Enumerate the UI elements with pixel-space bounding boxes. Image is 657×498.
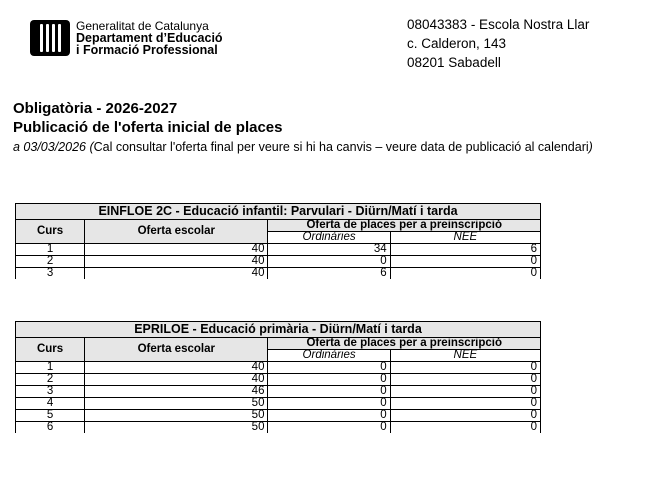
places-table <box>15 321 541 433</box>
department-name: Departament d’Educació <box>76 31 223 45</box>
col-ordinaries: Ordinàries <box>268 232 390 244</box>
cell-ordinaries: 0 <box>268 386 390 398</box>
col-curs: Curs <box>16 338 85 362</box>
department-name-2: i Formació Professional <box>76 43 218 57</box>
cell-nee: 0 <box>390 398 540 410</box>
cell-curs: 2 <box>16 256 85 268</box>
col-nee: NEE <box>390 232 540 244</box>
cell-nee: 0 <box>390 422 540 434</box>
subtitle-date: a 03/03/2026 ( <box>13 140 94 154</box>
col-oferta-escolar: Oferta escolar <box>85 220 268 244</box>
cell-nee: 0 <box>390 374 540 386</box>
table-title: EPRILOE - Educació primària - Diürn/Matí i tarda <box>16 322 541 338</box>
cell-ordinaries: 0 <box>268 374 390 386</box>
cell-ordinaries: 0 <box>268 422 390 434</box>
cell-nee: 0 <box>390 256 540 268</box>
subtitle <box>13 140 593 154</box>
col-ordinaries: Ordinàries <box>268 350 390 362</box>
cell-curs: 6 <box>16 422 85 434</box>
table-row <box>16 256 541 268</box>
cell-oferta: 40 <box>85 244 268 256</box>
generalitat-logo <box>30 20 223 56</box>
cell-curs: 2 <box>16 374 85 386</box>
cell-curs: 3 <box>16 268 85 280</box>
table-row <box>16 422 541 434</box>
table-row <box>16 386 541 398</box>
cell-curs: 3 <box>16 386 85 398</box>
cell-oferta: 40 <box>85 374 268 386</box>
cell-nee: 0 <box>390 410 540 422</box>
cell-oferta: 50 <box>85 410 268 422</box>
cell-oferta: 50 <box>85 398 268 410</box>
table-row <box>16 374 541 386</box>
table-row <box>16 398 541 410</box>
cell-curs: 4 <box>16 398 85 410</box>
generalitat-seal-icon <box>30 20 70 56</box>
school-city: 08201 Sabadell <box>407 55 501 70</box>
table-title: EINFLOE 2C - Educació infantil: Parvulari - Diürn/Matí i tarda <box>16 204 541 220</box>
cell-ordinaries: 0 <box>268 398 390 410</box>
cell-nee: 6 <box>390 244 540 256</box>
table-row <box>16 362 541 374</box>
cell-nee: 0 <box>390 386 540 398</box>
places-table <box>15 203 541 279</box>
table-row <box>16 410 541 422</box>
cell-nee: 0 <box>390 268 540 280</box>
school-address <box>407 15 589 72</box>
cell-ordinaries: 34 <box>268 244 390 256</box>
cell-oferta: 40 <box>85 362 268 374</box>
title-line-1: Obligatòria - 2026-2027 <box>13 100 178 117</box>
page-title <box>13 99 283 137</box>
table-row <box>16 244 541 256</box>
col-preinscripcio: Oferta de places per a preinscripció <box>268 338 541 350</box>
cell-curs: 5 <box>16 410 85 422</box>
col-oferta-escolar: Oferta escolar <box>85 338 268 362</box>
cell-curs: 1 <box>16 244 85 256</box>
cell-oferta: 46 <box>85 386 268 398</box>
cell-oferta: 40 <box>85 256 268 268</box>
cell-nee: 0 <box>390 362 540 374</box>
col-curs: Curs <box>16 220 85 244</box>
cell-ordinaries: 0 <box>268 410 390 422</box>
title-line-2: Publicació de l'oferta inicial de places <box>13 119 283 136</box>
col-nee: NEE <box>390 350 540 362</box>
org-name: Generalitat de Catalunya <box>76 19 209 33</box>
school-street: c. Calderon, 143 <box>407 36 507 51</box>
subtitle-end: ) <box>588 140 593 154</box>
cell-oferta: 50 <box>85 422 268 434</box>
subtitle-text: Cal consultar l'oferta final per veure si hi ha canvis – veure data de publicació al calendari <box>93 140 589 154</box>
cell-ordinaries: 6 <box>268 268 390 280</box>
col-preinscripcio: Oferta de places per a preinscripció <box>268 220 541 232</box>
cell-oferta: 40 <box>85 268 268 280</box>
cell-curs: 1 <box>16 362 85 374</box>
cell-ordinaries: 0 <box>268 256 390 268</box>
table-row <box>16 268 541 280</box>
school-name: 08043383 - Escola Nostra Llar <box>407 17 590 32</box>
cell-ordinaries: 0 <box>268 362 390 374</box>
